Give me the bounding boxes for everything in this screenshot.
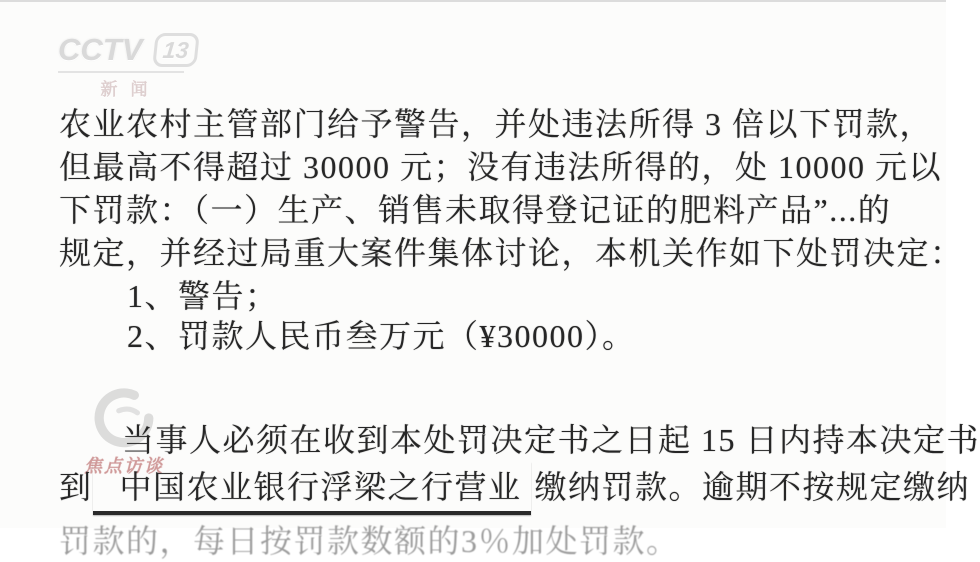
- doc-line-1: 农业农村主管部门给予警告，并处违法所得 3 倍以下罚款，: [59, 106, 934, 142]
- doc-clipped-text: 罚款的，每日按罚款数额的3％加处罚款。: [59, 523, 680, 559]
- doc-decision-item-1: 1、警告；: [127, 278, 279, 314]
- cctv-channel-name: 新闻: [100, 80, 161, 99]
- cctv-channel-number: 13: [153, 33, 200, 67]
- doc-line-6: [59, 462, 970, 515]
- cctv-logo: [58, 32, 198, 100]
- cctv-underline-swoosh: [58, 71, 184, 73]
- doc-clipped-line: [59, 516, 919, 559]
- doc-line-5: 当事人必须在收到本处罚决定书之日起 15 日内持本决定书: [122, 422, 980, 458]
- doc-line-4: 规定，并经过局重大案件集体讨论，本机关作如下处罚决定：: [59, 235, 964, 271]
- bank-name-fill: 中国农业银行浮梁之行营业: [93, 462, 531, 515]
- doc-line-6-prefix: 到: [59, 469, 93, 505]
- doc-line-2: 但最高不得超过 30000 元；没有违法所得的，处 10000 元以: [59, 149, 943, 185]
- doc-line-6-suffix: 缴纳罚款。逾期不按规定缴纳: [534, 469, 971, 505]
- cctv-logo-text: CCTV: [58, 32, 143, 67]
- top-edge-line: [0, 0, 946, 2]
- cctv-logo-row: [58, 32, 198, 68]
- doc-decision-item-2: 2、罚款人民币叁万元（¥30000）。: [127, 318, 636, 354]
- doc-line-3: 下罚款：（一）生产、销售未取得登记证的肥料产品”...的: [59, 192, 892, 228]
- watermark-program-name: 焦点访谈: [84, 456, 164, 476]
